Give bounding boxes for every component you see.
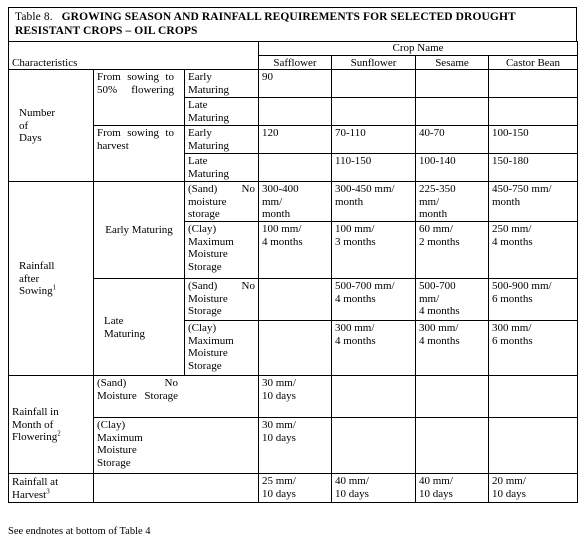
cell-sunflower: 110-150 [332, 154, 416, 182]
table-title [8, 7, 577, 41]
sub-early-maturing: Early Maturing [185, 126, 259, 154]
sub-sand-no-storage: (Sand) No moisture storage [185, 182, 259, 222]
cell-safflower: 30 mm/ 10 days [259, 376, 332, 418]
sub-early-maturing-rain: Early Maturing [94, 182, 185, 279]
crop-header-safflower: Safflower [259, 55, 332, 70]
table-container [8, 7, 577, 503]
footnote-marker: 2 [57, 429, 61, 438]
sub-late-maturing: Late Maturing [185, 98, 259, 126]
cell-sesame: 225-350 mm/ month [416, 182, 489, 222]
cell-sesame: 100-140 [416, 154, 489, 182]
sub-clay-max-storage: (Clay) Maximum Moisture Storage [94, 418, 259, 474]
sub-sand-no-storage: (Sand) No Moisture Storage [185, 279, 259, 321]
crop-header-castor-bean: Castor Bean [489, 55, 578, 70]
cell-castor-bean: 150-180 [489, 154, 578, 182]
cell-castor-bean [489, 70, 578, 98]
table-row [9, 279, 578, 321]
crop-requirements-table [8, 41, 578, 503]
cell-safflower [259, 279, 332, 321]
cell-safflower [259, 154, 332, 182]
cell-sesame [416, 70, 489, 98]
sub-sand-no-storage: (Sand) No Moisture Storage [94, 376, 259, 418]
crop-header-sesame: Sesame [416, 55, 489, 70]
cell-castor-bean: 500-900 mm/ 6 months [489, 279, 578, 321]
cell-sesame [416, 418, 489, 474]
cell-sunflower [332, 376, 416, 418]
table-row [9, 182, 578, 222]
group-rainfall-after-sowing [9, 182, 94, 376]
cell-sesame: 500-700 mm/ 4 months [416, 279, 489, 321]
characteristics-header: Characteristics [9, 42, 259, 70]
table-title-line2: RESISTANT CROPS – OIL CROPS [15, 25, 198, 37]
sub-sowing-to-harvest: From sowing to harvest [94, 126, 185, 182]
table-row [9, 126, 578, 154]
empty-cell [94, 474, 259, 503]
cell-sunflower: 100 mm/ 3 months [332, 222, 416, 279]
cell-castor-bean [489, 98, 578, 126]
sub-clay-max-storage: (Clay) Maximum Moisture Storage [185, 222, 259, 279]
cell-castor-bean [489, 418, 578, 474]
sub-early-maturing: Early Maturing [185, 70, 259, 98]
group-number-of-days: Number of Days [9, 70, 94, 182]
cell-castor-bean: 250 mm/ 4 months [489, 222, 578, 279]
cell-safflower: 300-400 mm/ month [259, 182, 332, 222]
cell-safflower: 30 mm/ 10 days [259, 418, 332, 474]
cell-castor-bean: 20 mm/ 10 days [489, 474, 578, 503]
table-row [9, 376, 578, 418]
cell-sesame: 40-70 [416, 126, 489, 154]
group-label: Rainfall at Harvest [12, 476, 59, 501]
cell-sunflower: 40 mm/ 10 days [332, 474, 416, 503]
cell-sesame: 40 mm/ 10 days [416, 474, 489, 503]
crop-header-sunflower: Sunflower [332, 55, 416, 70]
cell-sesame [416, 98, 489, 126]
header-row-1 [9, 42, 578, 56]
cell-castor-bean: 300 mm/ 6 months [489, 321, 578, 376]
table-row [9, 474, 578, 503]
cell-safflower: 100 mm/ 4 months [259, 222, 332, 279]
cell-safflower: 120 [259, 126, 332, 154]
table-number: Table 8. [15, 11, 53, 23]
cell-sunflower [332, 98, 416, 126]
footnote-marker: 1 [52, 283, 57, 292]
group-label: Rainfall in Month of Flowering [12, 406, 59, 444]
cell-sunflower [332, 70, 416, 98]
cell-sunflower [332, 418, 416, 474]
footnote-text: See endnotes at bottom of Table 4 [8, 526, 151, 537]
cell-safflower [259, 98, 332, 126]
cell-castor-bean: 100-150 [489, 126, 578, 154]
sub-clay-max-storage: (Clay) Maximum Moisture Storage [185, 321, 259, 376]
table-row [9, 418, 578, 474]
cell-castor-bean: 450-750 mm/ month [489, 182, 578, 222]
group-rainfall-harvest [9, 474, 94, 503]
cell-sunflower: 500-700 mm/ 4 months [332, 279, 416, 321]
sub-sowing-to-50-flowering: From sowing to 50% flowering [94, 70, 185, 126]
cell-sunflower: 300 mm/ 4 months [332, 321, 416, 376]
table-title-line1: GROWING SEASON AND RAINFALL REQUIREMENTS FOR SELECTED DROUGHT [61, 11, 516, 23]
cell-sesame [416, 376, 489, 418]
cell-safflower: 90 [259, 70, 332, 98]
cell-sunflower: 300-450 mm/ month [332, 182, 416, 222]
crop-name-header: Crop Name [259, 42, 578, 56]
cell-sesame: 60 mm/ 2 months [416, 222, 489, 279]
sub-late-maturing-rain: Late Maturing [94, 279, 185, 376]
cell-safflower [259, 321, 332, 376]
footnote-marker: 3 [46, 486, 50, 495]
cell-sunflower: 70-110 [332, 126, 416, 154]
cell-safflower: 25 mm/ 10 days [259, 474, 332, 503]
sub-late-maturing: Late Maturing [185, 154, 259, 182]
group-label: Rainfall after Sowing [19, 260, 55, 298]
cell-castor-bean [489, 376, 578, 418]
cell-sesame: 300 mm/ 4 months [416, 321, 489, 376]
group-rainfall-flowering [9, 376, 94, 474]
table-row [9, 70, 578, 98]
